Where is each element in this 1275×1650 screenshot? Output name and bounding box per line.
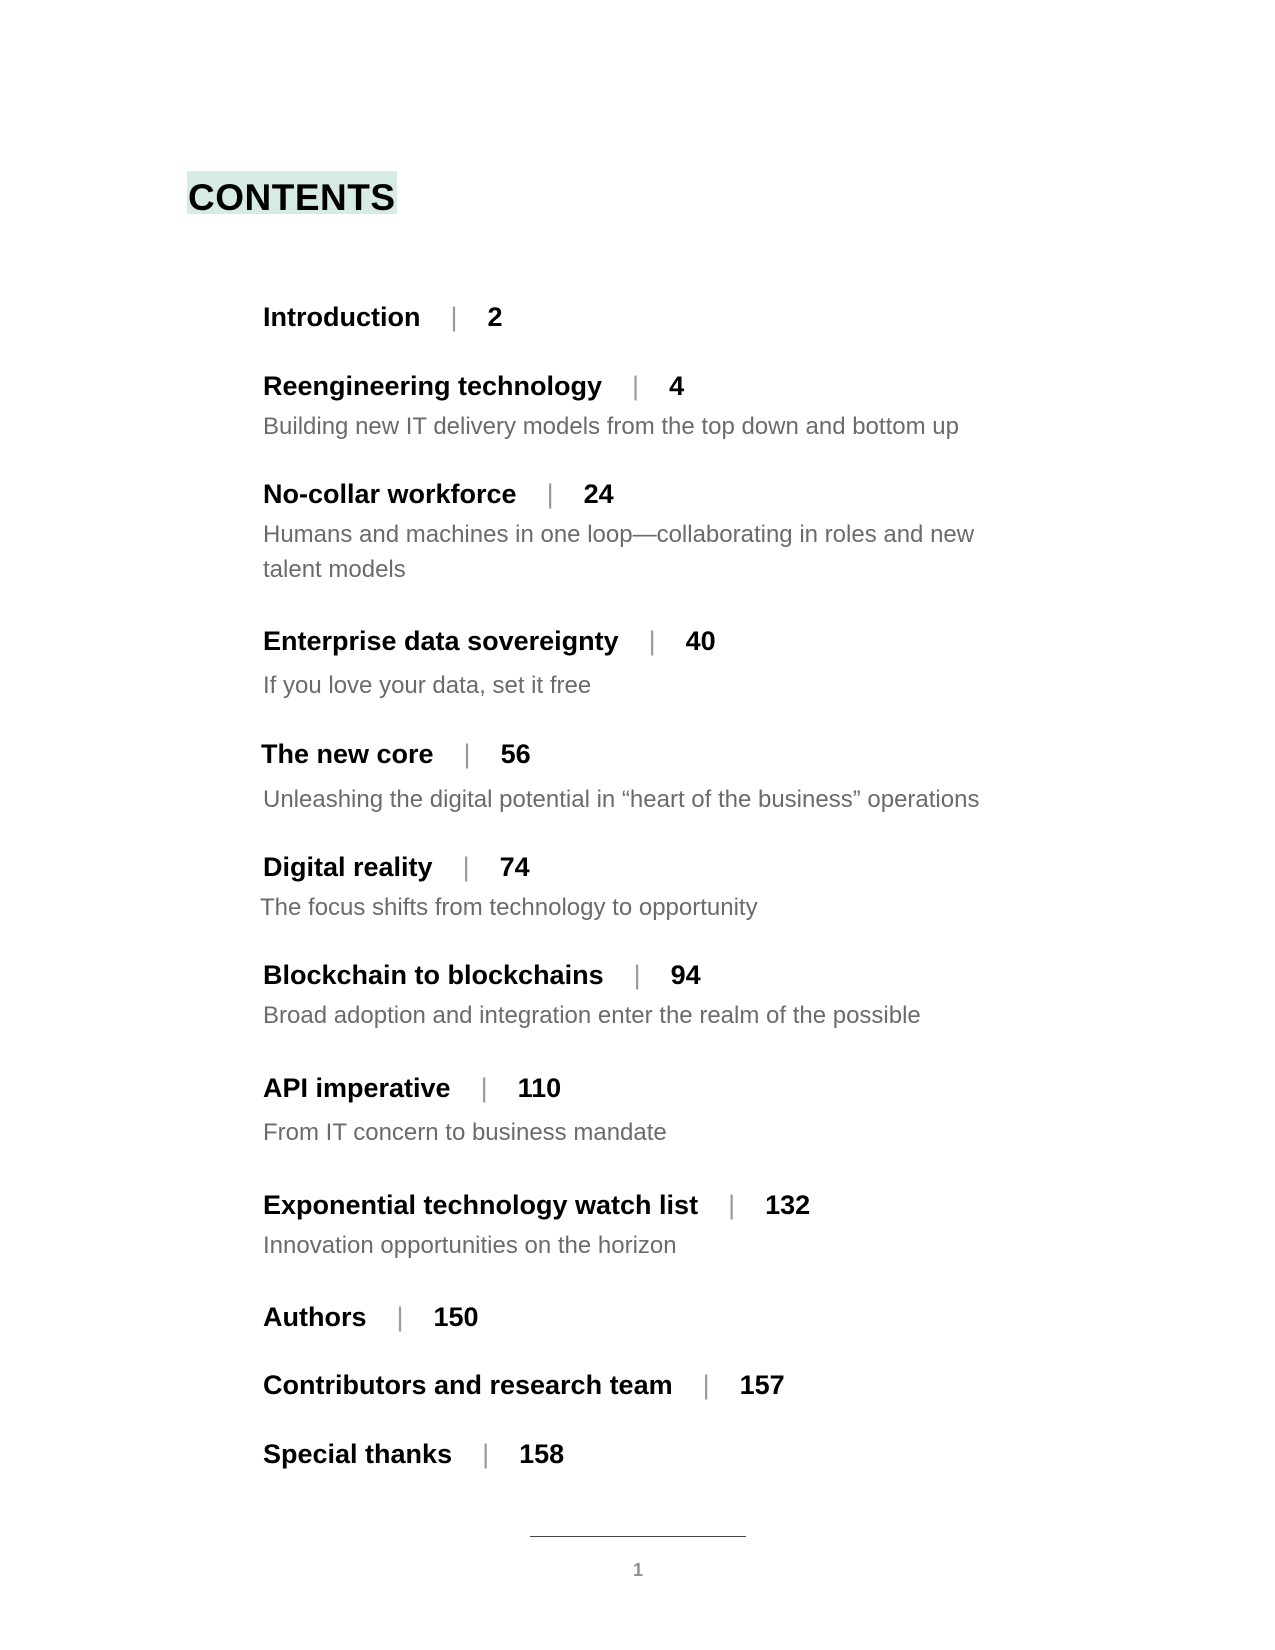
toc-entry-page: 158 [519, 1439, 565, 1469]
toc-entry-subtitle: If you love your data, set it free [263, 672, 592, 699]
toc-entry-subtitle: The focus shifts from technology to opportunity [260, 894, 758, 921]
toc-entry-subtitle: Building new IT delivery models from the top down and bottom up [263, 413, 959, 440]
toc-entry-page: 157 [739, 1370, 785, 1400]
toc-entry-no-collar-workforce[interactable] [263, 477, 614, 511]
toc-entry-reengineering-technology[interactable] [263, 369, 684, 403]
toc-entry-subtitle: Innovation opportunities on the horizon [263, 1232, 677, 1259]
toc-entry-enterprise-data-sovereignty[interactable] [263, 624, 716, 658]
toc-entry-page: 56 [500, 739, 531, 769]
toc-entry-authors[interactable] [263, 1300, 479, 1334]
separator: | [546, 479, 554, 509]
separator: | [702, 1370, 710, 1400]
separator: | [450, 302, 458, 332]
toc-entry-title: API imperative [263, 1073, 451, 1103]
toc-entry-page: 74 [499, 852, 530, 882]
toc-entry-page: 132 [765, 1190, 811, 1220]
toc-entry-exponential-technology-watch-list[interactable] [263, 1188, 810, 1222]
toc-entry-page: 150 [433, 1302, 479, 1332]
toc-entry-title: Blockchain to blockchains [263, 960, 604, 990]
toc-entry-blockchain-to-blockchains[interactable] [263, 958, 701, 992]
separator: | [728, 1190, 736, 1220]
separator: | [633, 960, 641, 990]
toc-entry-title: No-collar workforce [263, 479, 517, 509]
toc-entry-page: 110 [517, 1073, 562, 1103]
separator: | [482, 1439, 490, 1469]
toc-entry-api-imperative[interactable] [263, 1071, 561, 1105]
separator: | [396, 1302, 404, 1332]
toc-entry-page: 4 [669, 371, 685, 401]
toc-entry-introduction[interactable] [263, 300, 503, 334]
toc-entry-title: Reengineering technology [263, 371, 603, 401]
page-title: CONTENTS [187, 171, 397, 214]
toc-entry-subtitle: Unleashing the digital potential in “heart of the business” operations [263, 786, 980, 813]
toc-entry-page: 2 [487, 302, 503, 332]
toc-entry-title: The new core [261, 739, 434, 769]
footer-divider [530, 1536, 746, 1537]
toc-entry-special-thanks[interactable] [263, 1437, 564, 1471]
toc-entry-title: Digital reality [263, 852, 433, 882]
toc-entry-title: Authors [263, 1302, 367, 1332]
toc-entry-page: 24 [583, 479, 614, 509]
toc-entry-subtitle: Broad adoption and integration enter the realm of the possible [263, 1002, 921, 1029]
toc-entry-subtitle: From IT concern to business mandate [263, 1119, 667, 1146]
toc-entry-title: Contributors and research team [263, 1370, 673, 1400]
toc-entry-page: 94 [670, 960, 701, 990]
toc-entry-title: Special thanks [263, 1439, 453, 1469]
toc-entry-digital-reality[interactable] [263, 850, 530, 884]
separator: | [632, 371, 640, 401]
toc-entry-page: 40 [685, 626, 716, 656]
toc-entry-the-new-core[interactable] [261, 737, 531, 771]
toc-entry-title: Exponential technology watch list [263, 1190, 699, 1220]
toc-entry-subtitle: Humans and machines in one loop—collaborating in roles and new talent models [263, 521, 975, 583]
separator: | [463, 739, 471, 769]
separator: | [480, 1073, 488, 1103]
toc-entry-contributors-and-research-team[interactable] [263, 1368, 785, 1402]
separator: | [648, 626, 656, 656]
toc-entry-title: Enterprise data sovereignty [263, 626, 619, 656]
toc-entry-title: Introduction [263, 302, 421, 332]
page-number: 1 [632, 1560, 643, 1580]
separator: | [462, 852, 470, 882]
